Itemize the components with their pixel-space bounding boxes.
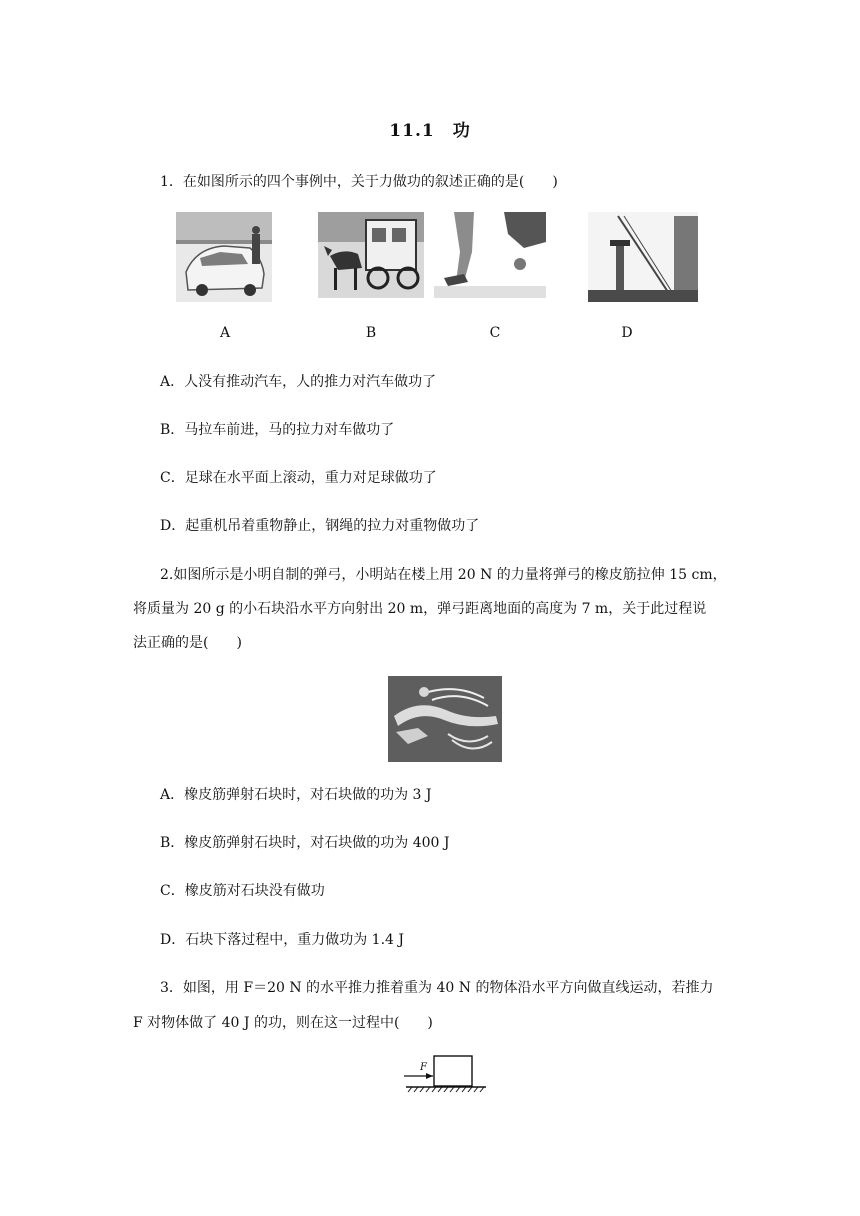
question-3-stem-line-1: 3．如图，用 F＝20 N 的水平推力推着重为 40 N 的物体沿水平方向做直线运动，若推力 [160,980,714,996]
figure-label-b: B [365,325,377,341]
question-2-stem-line-2: 将质量为 20 g 的小石块沿水平方向射出 20 m，弹弓距离地面的高度为 7 m，关于此过程说 [133,601,707,617]
page-title: 11.1 功 [389,121,471,141]
option-q2-b: B．橡皮筋弹射石块时，对石块做的功为 400 J [160,835,450,851]
option-q2-d: D．石块下落过程中，重力做功为 1.4 J [160,932,405,948]
force-label: F [420,1062,427,1073]
option-q2-a: A．橡皮筋弹射石块时，对石块做的功为 3 J [160,787,432,803]
football-photo [434,212,546,298]
slingshot-photo [388,676,502,762]
car-push-photo [176,212,272,302]
question-3-stem-line-2: F 对物体做了 40 J 的功，则在这一过程中( ) [133,1015,433,1031]
option-q1-d: D．起重机吊着重物静止，钢绳的拉力对重物做功了 [160,518,480,534]
question-2-stem-line-3: 法正确的是( ) [133,635,242,651]
question-2-stem-line-1: 2.如图所示是小明自制的弹弓，小明站在楼上用 20 N 的力量将弹弓的橡皮筋拉伸 15 cm， [160,567,727,583]
force-block-diagram [400,1050,490,1100]
figure-label-c: C [489,325,501,341]
figure-label-d: D [621,325,633,341]
option-q2-c: C．橡皮筋对石块没有做功 [160,883,325,899]
crane-photo [588,212,698,302]
option-q1-c: C．足球在水平面上滚动，重力对足球做功了 [160,470,437,486]
horse-cart-photo [318,212,424,298]
figure-label-a: A [219,325,231,341]
question-1-stem: 1．在如图所示的四个事例中，关于力做功的叙述正确的是( ) [160,174,558,190]
option-q1-a: A．人没有推动汽车，人的推力对汽车做功了 [160,374,437,390]
option-q1-b: B．马拉车前进，马的拉力对车做功了 [160,422,395,438]
